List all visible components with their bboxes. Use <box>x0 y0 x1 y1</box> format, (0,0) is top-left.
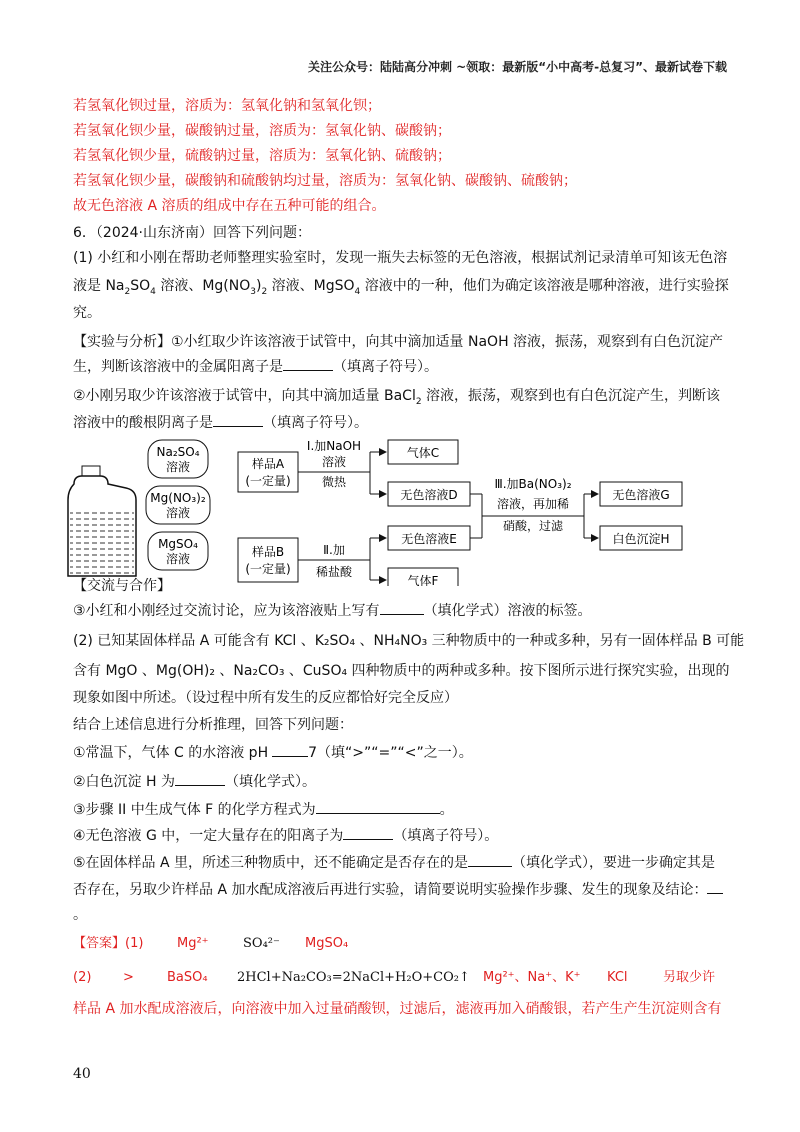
step3-label-3: 硝酸，过滤 <box>502 519 564 533</box>
step1-label-3: 微热 <box>321 475 347 489</box>
step1-label-2: 溶液 <box>321 455 347 469</box>
answer-method-line: 样品 A 加水配成溶液后，向溶液中加入过量硝酸钡，过滤后，滤液再加入硝酸银，若产生产生沉淀则含有 <box>73 1001 722 1017</box>
part1-line-2: 液是 $Na_2SO_4$ 溶液、$Mg(NO_3)_2$ 溶液、MgSO$_4$ 溶液中的一种，他们为确定该溶液是哪种溶液，进行实验探 <box>73 278 729 297</box>
answer-blank-8[interactable] <box>468 853 512 867</box>
step1-label-1: Ⅰ.加NaOH <box>306 439 362 453</box>
gas-f-label: 气体F <box>407 574 439 586</box>
answer-method-start: 另取少许 <box>663 970 716 985</box>
page-number: 40 <box>73 1066 91 1082</box>
answer-kcl: KCl <box>607 970 628 985</box>
answer-blank-4[interactable] <box>272 743 308 757</box>
question-number: 6．（2024·山东济南）回答下列问题： <box>73 225 311 241</box>
experiment-line-3: ②小刚另取少许该溶液于试管中，向其中滴加适量 BaCl$_2$ 溶液，振荡，观察到也有白色沉淀产生，判断该 <box>73 388 721 407</box>
part2-line-1: (2) 已知某固体样品 A 可能含有 KCl 、K₂SO₄ 、NH₄NO₃ 三种物质中的一种或多种，另有一固体样品 B 可能 <box>73 633 745 649</box>
step3-label-1: Ⅲ.加Ba(NO₃)₂ <box>494 477 572 491</box>
label-mgso4-formula: MgSO₄ <box>158 537 198 551</box>
part1-line-1: (1) 小红和小刚在帮助老师整理实验室时，发现一瓶失去标签的无色溶液，根据试剂记录清单可知该无色溶 <box>73 250 728 266</box>
label-mgno32-formula: Mg(NO₃)₂ <box>150 491 206 505</box>
part2-line-2: 含有 MgO 、Mg(OH)₂ 、Na₂CO₃ 、CuSO₄ 四种物质中的两种或多种。按下图所示进行探究实验，出现的 <box>73 663 730 679</box>
answer-blank-3[interactable] <box>380 601 424 615</box>
bottle-label-mgno32 <box>146 486 210 524</box>
reagent-bottle <box>68 466 136 576</box>
sub-question-5-line-3: 。 <box>73 907 87 923</box>
experiment-line-2: 生，判断该溶液中的金属阳离子是 （填离子符号）。 <box>73 359 438 375</box>
solution-e-label: 无色溶液E <box>401 532 457 546</box>
label-na2so4-formula: Na₂SO₄ <box>156 445 200 459</box>
precipitate-h-label: 白色沉淀H <box>612 532 670 546</box>
part2-line-3: 现象如图中所述。（设过程中所有发生的反应都恰好完全反应） <box>73 690 458 706</box>
answer-equation: 2HCl+Na₂CO₃=2NaCl+H₂O+CO₂↑ <box>237 970 470 985</box>
answer-part2: (2) > BaSO₄ 2HCl+Na₂CO₃=2NaCl+H₂O+CO₂↑ Mg²⁺、Na⁺、K⁺ KCl 另取少许 <box>73 968 733 988</box>
sample-b-title: 样品B <box>251 545 285 559</box>
label-na2so4-text: 溶液 <box>165 460 191 474</box>
solution-line-5: 故无色溶液 A 溶质的组成中存在五种可能的组合。 <box>73 198 386 214</box>
experiment-diagram <box>60 436 700 586</box>
solution-line-4: 若氢氧化钡少量，碳酸钠和硫酸钠均过量，溶质为：氢氧化钠、碳酸钠、硫酸钠； <box>73 173 577 189</box>
answer-blank-2[interactable] <box>213 413 263 427</box>
sub-question-5-line-2: 否存在，另取少许样品 A 加水配成溶液后再进行实验，请简要说明实验操作步骤、发生的现象及结论： <box>73 880 723 900</box>
answer-blank-6[interactable] <box>316 800 440 814</box>
part1-line-3: 究。 <box>73 305 101 321</box>
answer-baso4: BaSO₄ <box>167 970 208 985</box>
solution-line-2: 若氢氧化钡少量，碳酸钠过量，溶质为：氢氧化钠、碳酸钠； <box>73 123 451 139</box>
page-header: 关注公众号：陆陆高分冲刺 ~领取：最新版“小中高考-总复习”、最新试卷下载 <box>308 60 727 74</box>
bottle-label-mgso4 <box>148 532 208 570</box>
answer-mg-ion: Mg²⁺ <box>177 936 209 951</box>
cooperation-title: 【交流与合作】 <box>73 578 171 594</box>
answer-blank-7[interactable] <box>343 826 393 840</box>
sub-question-5: ⑤在固体样品 A 里，所述三种物质中，还不能确定是否存在的是 （填化学式），要进一步确定其是 <box>73 855 716 871</box>
sample-a-sub: (一定量) <box>245 474 291 488</box>
part2-line-4: 结合上述信息进行分析推理，回答下列问题： <box>73 717 353 733</box>
solution-g-label: 无色溶液G <box>612 488 670 502</box>
answer-ph: > <box>123 970 134 985</box>
gas-c-label: 气体C <box>406 446 440 460</box>
bottle-label-na2so4 <box>148 440 208 478</box>
sub-question-3: ③步骤 II 中生成气体 F 的化学方程式为 。 <box>73 802 454 818</box>
experiment-line-1: 【实验与分析】①小红取少许该溶液于试管中，向其中滴加适量 NaOH 溶液，振荡，观察到有白色沉淀产 <box>73 334 724 350</box>
answer-part1: 【答案】(1) Mg²⁺ SO₄²⁻ MgSO₄ <box>73 934 143 954</box>
sub-question-1: ①常温下，气体 C 的水溶液 pH 7（填“>”“=”“<”之一）。 <box>73 745 473 761</box>
solution-line-1: 若氢氧化钡过量，溶质为：氢氧化钠和氢氧化钡； <box>73 98 381 114</box>
solution-d-label: 无色溶液D <box>400 488 458 502</box>
step2-label-2: 稀盐酸 <box>315 565 353 579</box>
sub-question-4: ④无色溶液 G 中，一定大量存在的阳离子为 （填离子符号）。 <box>73 828 499 844</box>
answer-cations: Mg²⁺、Na⁺、K⁺ <box>483 970 581 985</box>
answer-blank-9[interactable] <box>707 880 723 894</box>
experiment-line-4: 溶液中的酸根阴离子是 （填离子符号）。 <box>73 415 368 431</box>
cooperation-line-1: ③小红和小刚经过交流讨论，应为该溶液贴上写有 （填化学式）溶液的标签。 <box>73 603 592 619</box>
sub-question-2: ②白色沉淀 H 为 （填化学式）。 <box>73 774 316 790</box>
sample-b-sub: (一定量) <box>245 562 291 576</box>
label-mgno32-text: 溶液 <box>165 506 191 520</box>
step3-label-2: 溶液，再加稀 <box>496 497 570 511</box>
answer-sulfate-ion: SO₄²⁻ <box>243 936 280 951</box>
label-mgso4-text: 溶液 <box>165 552 191 566</box>
sample-a-title: 样品A <box>251 457 285 471</box>
answer-blank-5[interactable] <box>175 772 225 786</box>
solution-line-3: 若氢氧化钡少量，硫酸钠过量，溶质为：氢氧化钠、硫酸钠； <box>73 148 451 164</box>
answer-blank-1[interactable] <box>283 357 333 371</box>
answer-mgso4: MgSO₄ <box>305 936 349 951</box>
step2-label-1: Ⅱ.加 <box>323 543 345 557</box>
